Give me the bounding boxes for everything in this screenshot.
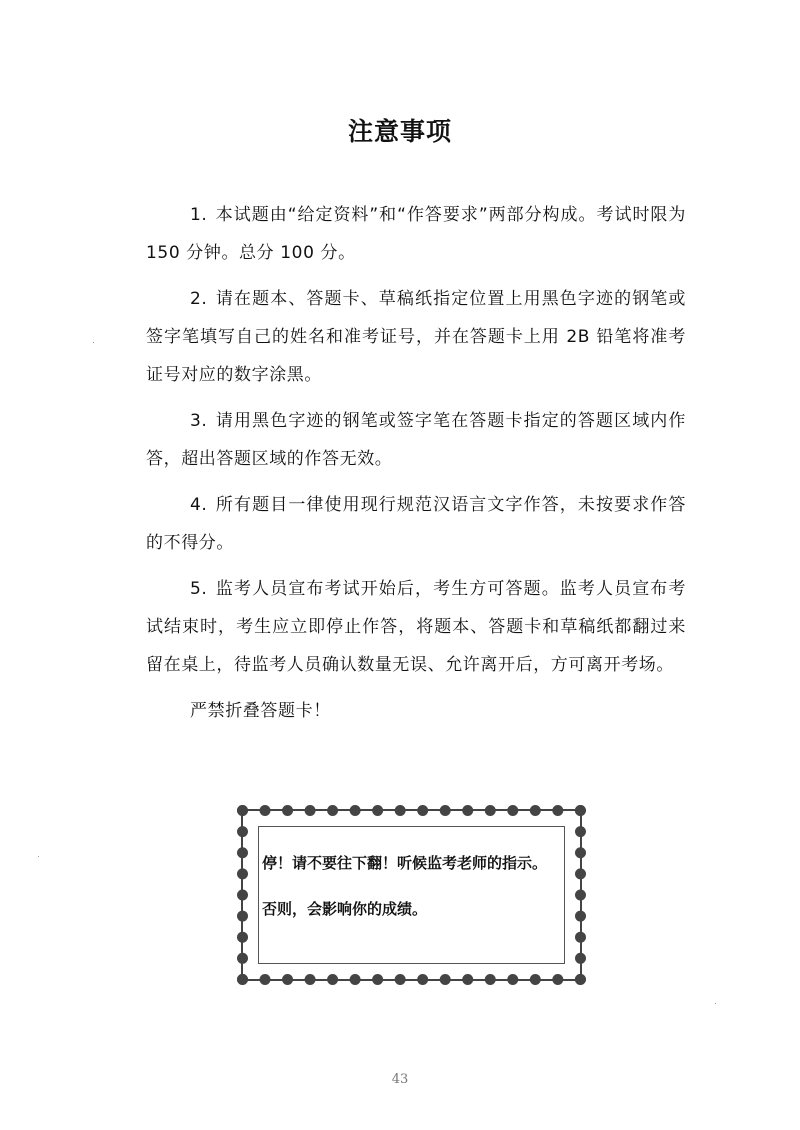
note-text: 监考人员宣布考试开始后，考生方可答题。监考人员宣布考试结束时，考生应立即停止作答，将题本、答题卡和草稿纸都翻过来留在桌上，待监考人员确认数量无误、允许离开后，方可离开考场。 xyxy=(146,579,686,675)
note-text: 请用黑色字迹的钢笔或签字笔在答题卡指定的答题区域内作答，超出答题区域的作答无效。 xyxy=(146,411,686,469)
note-number: 3. xyxy=(190,411,208,431)
note-number: 5. xyxy=(190,579,208,599)
scan-speck xyxy=(38,856,39,857)
note-item-5 xyxy=(146,570,686,684)
notes-list xyxy=(146,196,686,730)
note-text: 所有题目一律使用现行规范汉语言文字作答，未按要求作答的不得分。 xyxy=(146,495,686,553)
notice-box xyxy=(237,805,586,985)
page-number: 43 xyxy=(391,1072,409,1087)
note-item-3 xyxy=(146,402,686,478)
warning-text: 严禁折叠答题卡！ xyxy=(190,701,331,721)
note-item-4 xyxy=(146,486,686,562)
notice-line-warning: 否则，会影响你的成绩。 xyxy=(262,900,428,918)
note-text: 请在题本、答题卡、草稿纸指定位置上用黑色字迹的钢笔或签字笔填写自己的姓名和准考证号，并在答题卡上用 2B 铅笔将准考证号对应的数字涂黑。 xyxy=(146,289,686,385)
note-item-2 xyxy=(146,280,686,394)
notice-box-inner-frame xyxy=(258,826,565,964)
note-number: 4. xyxy=(190,495,208,515)
note-text: 本试题由“给定资料”和“作答要求”两部分构成。考试时限为 150 分钟。总分 100 分。 xyxy=(146,205,686,263)
note-number: 1. xyxy=(190,205,208,225)
notice-line-stop: 停！请不要往下翻！听候监考老师的指示。 xyxy=(262,854,548,872)
note-item-1 xyxy=(146,196,686,272)
note-number: 2. xyxy=(190,289,208,309)
page-title: 注意事项 xyxy=(347,117,452,146)
scan-speck xyxy=(93,342,94,343)
scan-speck xyxy=(715,1003,716,1004)
